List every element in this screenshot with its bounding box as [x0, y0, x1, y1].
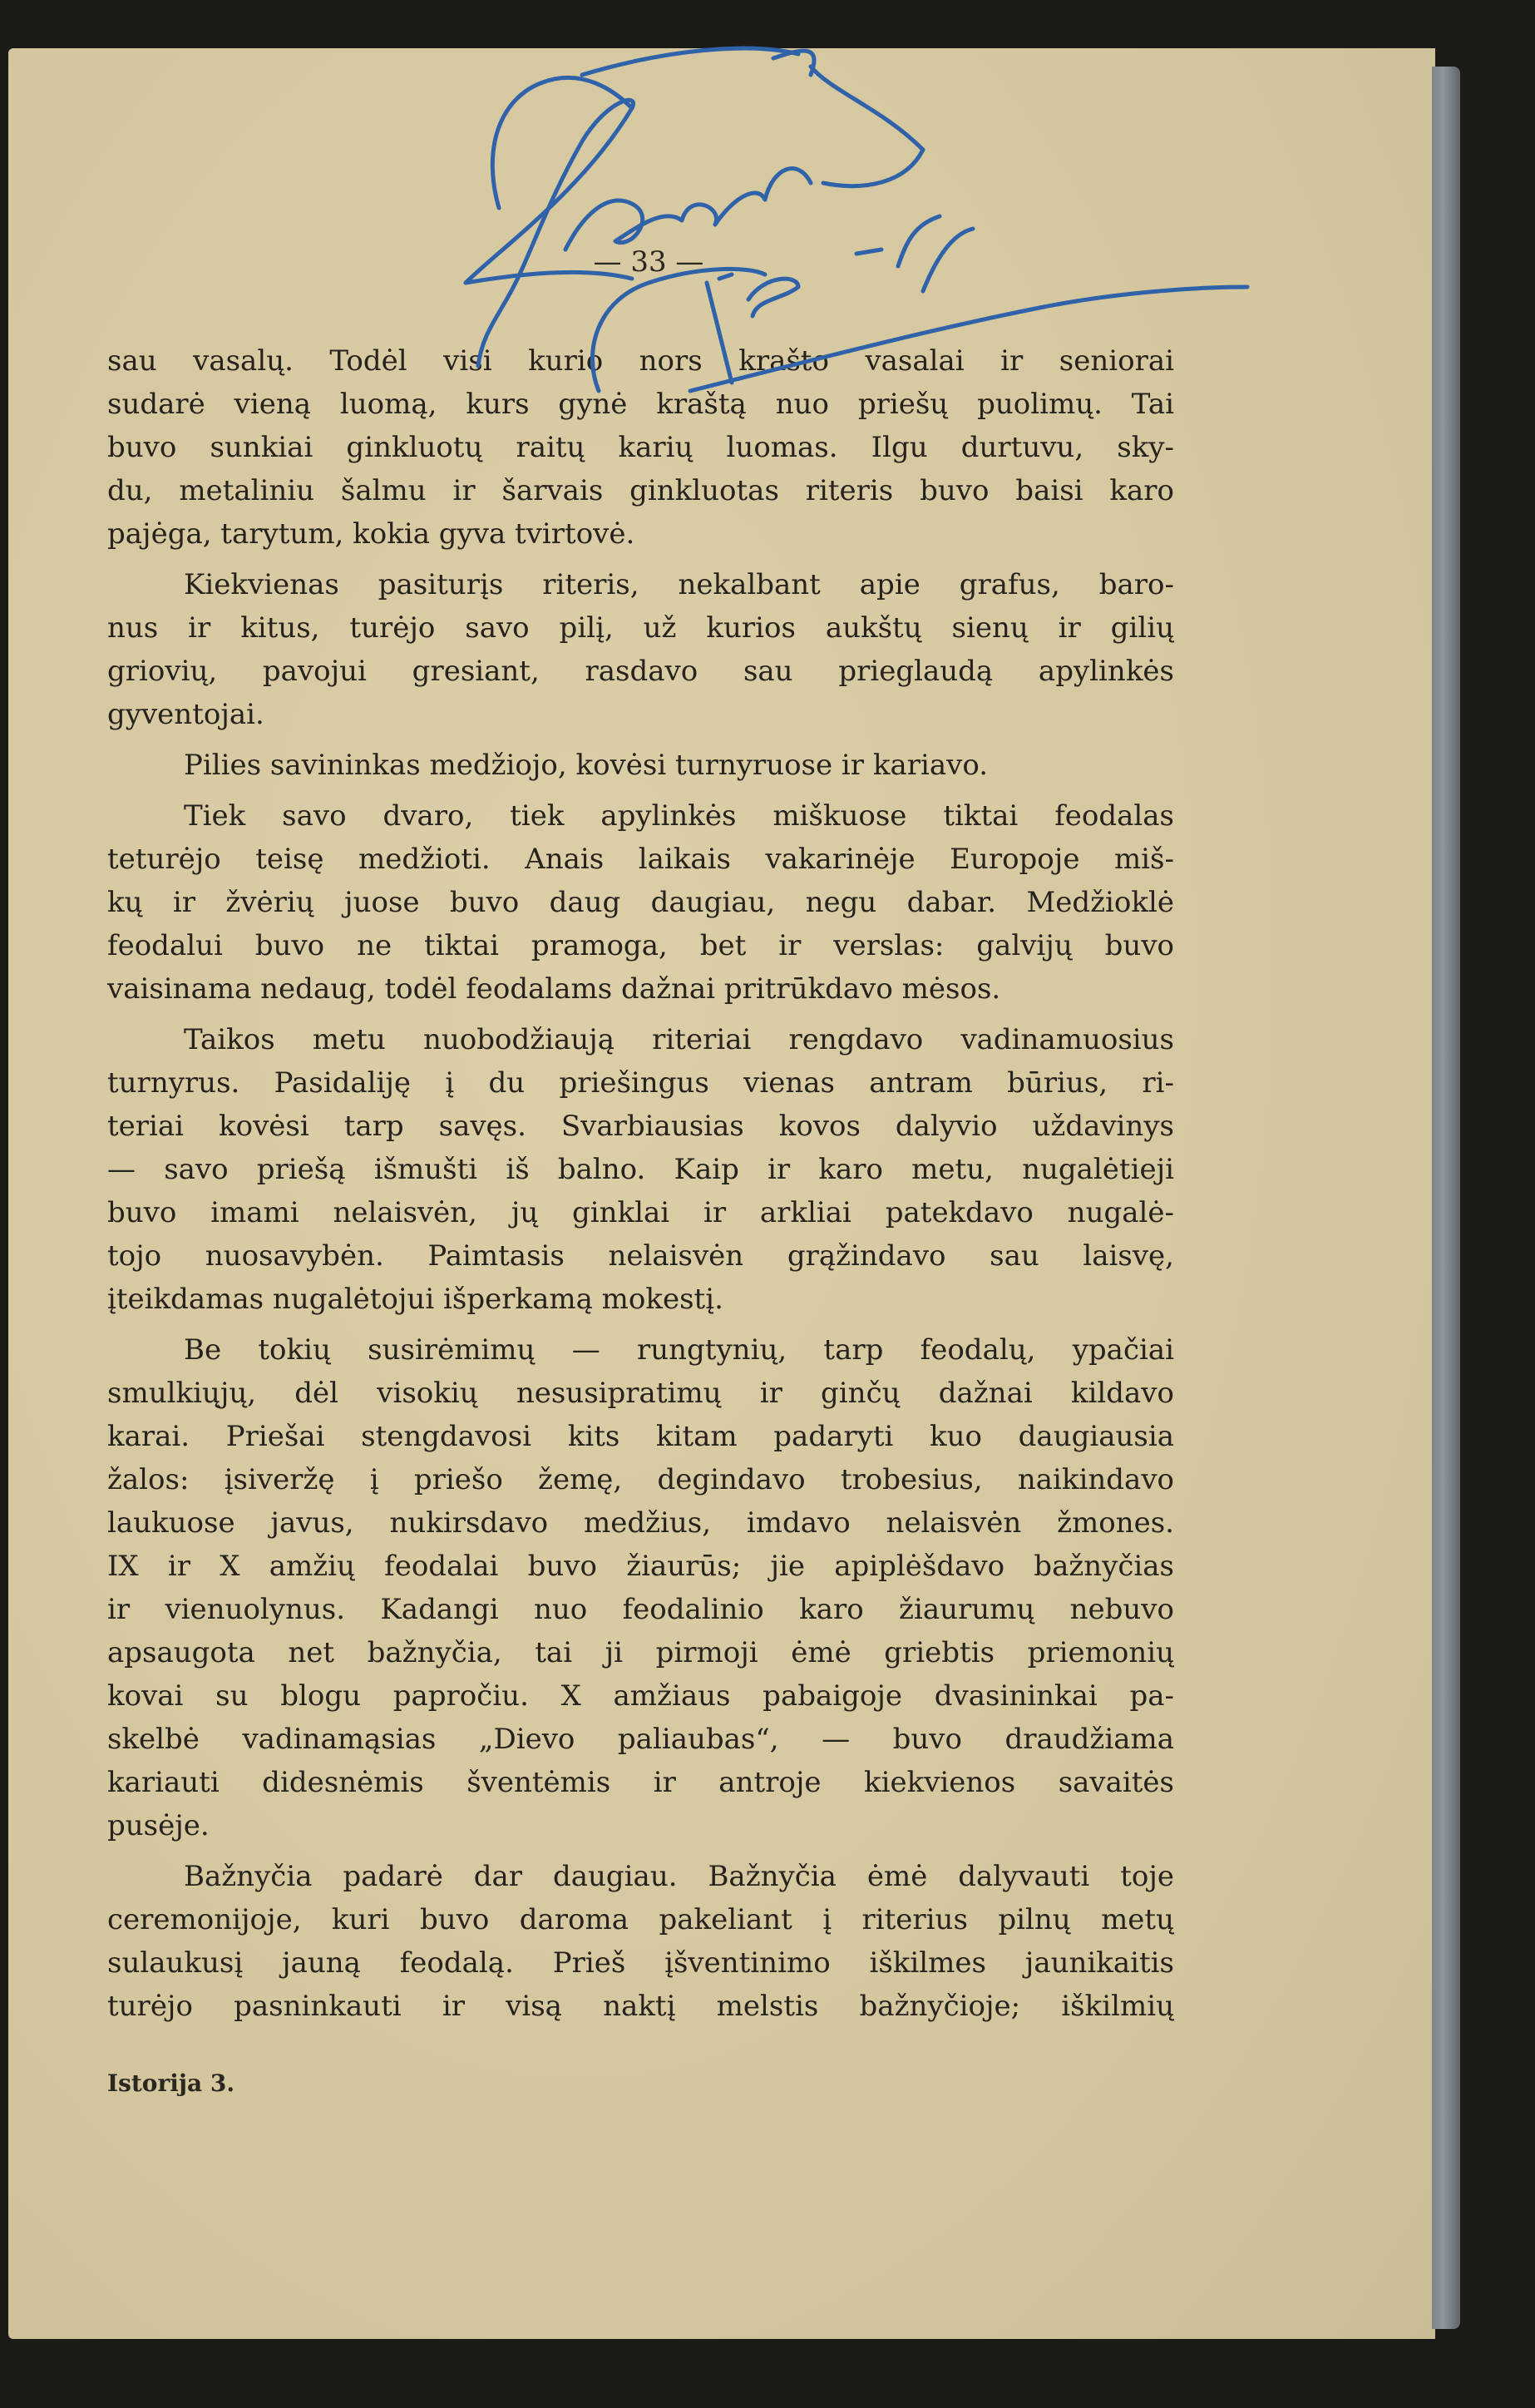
- text-line: vaisinama nedaug, todėl feodalams dažnai pritrūkdavo mėsos.: [107, 972, 1001, 1006]
- text-line: apsaugota net bažnyčia, tai ji pirmoji ėmė griebtis priemonių: [107, 1636, 1174, 1669]
- text-line: Kiekvienas pasiturįs riteris, nekalbant apie grafus, baro-: [184, 568, 1174, 601]
- paragraph: [107, 744, 1174, 787]
- text-line: Pilies savininkas medžiojo, kovėsi turnyruose ir kariavo.: [184, 749, 989, 782]
- text-line: Taikos metu nuobodžiaują riteriai rengdavo vadinamuosius: [184, 1023, 1174, 1056]
- paragraph: [107, 563, 1174, 736]
- text-line: įteikdamas nugalėtojui išperkamą mokestį.: [107, 1283, 723, 1316]
- text-line: buvo imami nelaisvėn, jų ginklai ir arkliai patekdavo nugalė-: [107, 1196, 1174, 1229]
- text-line: kų ir žvėrių juose buvo daug daugiau, negu dabar. Medžioklė: [107, 886, 1174, 919]
- text-line: — savo priešą išmušti iš balno. Kaip ir karo metu, nugalėtieji: [107, 1153, 1174, 1186]
- text-line: sau vasalų. Todėl visi kurio nors krašto vasalai ir seniorai: [107, 344, 1174, 378]
- text-line: buvo sunkiai ginkluotų raitų karių luomas. Ilgu durtuvu, sky-: [107, 431, 1174, 464]
- text-line: feodalui buvo ne tiktai pramoga, bet ir verslas: galvijų buvo: [107, 929, 1174, 962]
- footer-signature-mark: Istorija 3.: [107, 2069, 235, 2097]
- text-line: gyventojai.: [107, 698, 264, 731]
- text-line: Be tokių susirėmimų — rungtynių, tarp feodalų, ypačiai: [184, 1333, 1174, 1367]
- text-line: turėjo pasninkauti ir visą naktį melstis bažnyčioje; iškilmių: [107, 1990, 1174, 2023]
- text-line: teriai kovėsi tarp savęs. Svarbiausias kovos dalyvio uždavinys: [107, 1110, 1174, 1143]
- paragraph: [107, 794, 1174, 1011]
- body-text: [107, 339, 1174, 2035]
- text-line: smulkiųjų, dėl visokių nesusipratimų ir ginčų dažnai kildavo: [107, 1377, 1174, 1410]
- text-line: žalos: įsiveržę į priešo žemę, degindavo trobesius, naikindavo: [107, 1463, 1174, 1496]
- text-line: griovių, pavojui gresiant, rasdavo sau prieglaudą apylinkės: [107, 655, 1174, 688]
- text-line: pajėga, tarytum, kokia gyva tvirtovė.: [107, 517, 635, 551]
- text-line: laukuose javus, nukirsdavo medžius, imdavo nelaisvėn žmones.: [107, 1506, 1174, 1540]
- paragraph: [107, 1018, 1174, 1321]
- text-line: sulaukusį jauną feodalą. Prieš įšventinimo iškilmes jaunikaitis: [107, 1946, 1174, 1980]
- paragraph: [107, 1328, 1174, 1847]
- paragraph: [107, 1855, 1174, 2028]
- text-line: Tiek savo dvaro, tiek apylinkės miškuose tiktai feodalas: [184, 799, 1174, 833]
- text-line: turnyrus. Pasidaliję į du priešingus vienas antram būrius, ri-: [107, 1066, 1174, 1100]
- text-line: ceremonijoje, kuri buvo daroma pakeliant į riterius pilnų metų: [107, 1903, 1174, 1936]
- text-line: kovai su blogu papročiu. X amžiaus pabaigoje dvasininkai pa-: [107, 1679, 1174, 1713]
- text-line: kariauti didesnėmis šventėmis ir antroje kiekvienos savaitės: [107, 1766, 1174, 1799]
- page-number: — 33 —: [593, 245, 704, 279]
- text-line: ir vienuolynus. Kadangi nuo feodalinio karo žiaurumų nebuvo: [107, 1593, 1174, 1626]
- text-line: Bažnyčia padarė dar daugiau. Bažnyčia ėmė dalyvauti toje: [184, 1860, 1174, 1893]
- text-line: pusėje.: [107, 1809, 210, 1842]
- text-line: du, metaliniu šalmu ir šarvais ginkluotas riteris buvo baisi karo: [107, 474, 1174, 507]
- text-line: teturėjo teisę medžioti. Anais laikais vakarinėje Europoje miš-: [107, 843, 1174, 876]
- text-line: nus ir kitus, turėjo savo pilį, už kurios aukštų sienų ir gilių: [107, 611, 1174, 645]
- text-line: sudarė vieną luomą, kurs gynė kraštą nuo priešų puolimų. Tai: [107, 388, 1174, 421]
- paragraph: [107, 339, 1174, 556]
- text-line: karai. Priešai stengdavosi kits kitam padaryti kuo daugiausia: [107, 1420, 1174, 1453]
- text-line: skelbė vadinamąsias „Dievo paliaubas“, — buvo draudžiama: [107, 1723, 1174, 1756]
- text-line: tojo nuosavybėn. Paimtasis nelaisvėn grąžindavo sau laisvę,: [107, 1239, 1174, 1273]
- text-line: IX ir X amžių feodalai buvo žiaurūs; jie apiplėšdavo bažnyčias: [107, 1550, 1174, 1583]
- page-edge: [1432, 67, 1460, 2329]
